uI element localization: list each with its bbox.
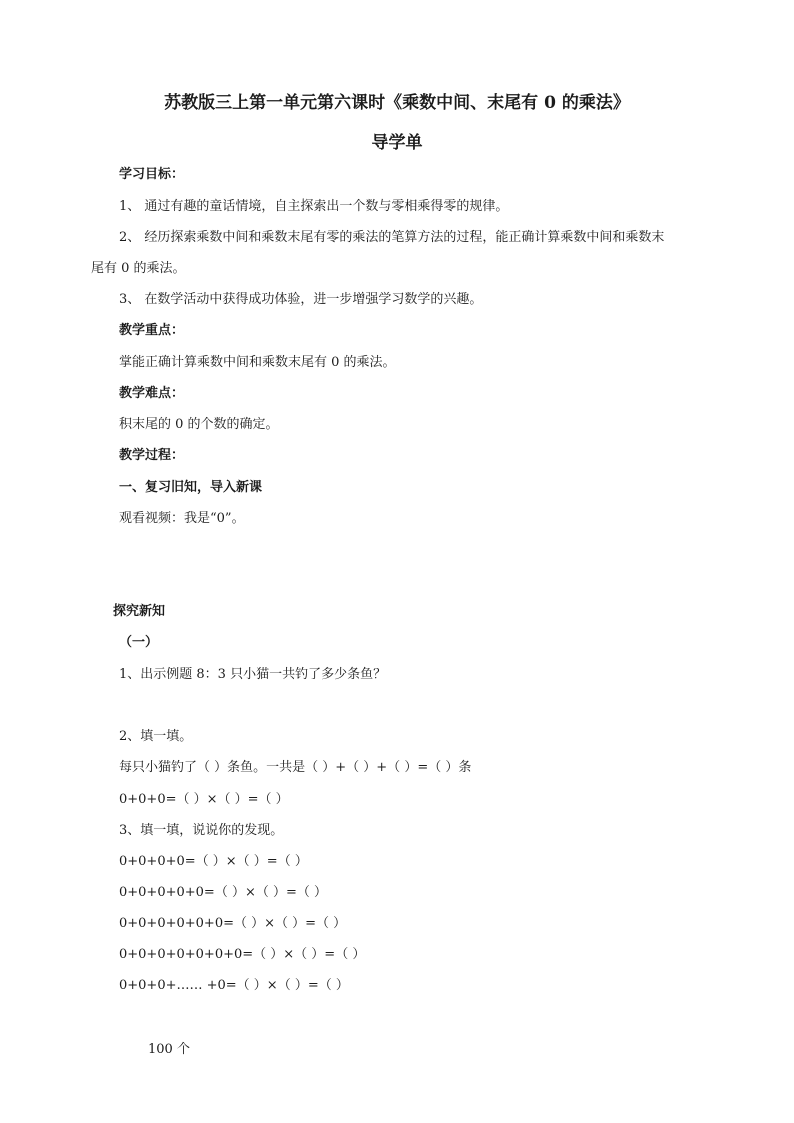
explore-heading: 探究新知	[113, 604, 166, 619]
key-points-heading: 教学重点：	[119, 323, 185, 338]
equation-2: 0+0+0+0+0=（ ）×（ ）=（ ）	[119, 885, 328, 900]
objective-item-2-line-1: 2、 经历探索乘数中间和乘数末尾有零的乘法的笔算方法的过程，能正确计算乘数中间和乘数末	[119, 230, 665, 245]
document-title: 苏教版三上第一单元第六课时《乘数中间、末尾有 0 的乘法》	[164, 93, 630, 113]
question-2: 2、填一填。	[119, 729, 193, 744]
objective-item-3: 3、 在数学活动中获得成功体验，进一步增强学习数学的兴趣。	[119, 292, 483, 307]
section-1-text: 观看视频：我是“0”。	[119, 511, 245, 526]
question-2-line-1: 每只小猫钓了（ ）条鱼。一共是（ ）+（ ）+（ ）=（ ）条	[119, 760, 472, 775]
question-3: 3、填一填，说说你的发现。	[119, 823, 284, 838]
equation-1: 0+0+0+0=（ ）×（ ）=（ ）	[119, 854, 308, 869]
process-heading: 教学过程：	[119, 448, 185, 463]
equation-4: 0+0+0+0+0+0+0=（ ）×（ ）=（ ）	[119, 947, 366, 962]
explore-sub-1: （一）	[119, 635, 159, 650]
count-label: 100 个	[148, 1042, 190, 1057]
difficulties-text: 积末尾的 0 的个数的确定。	[119, 417, 279, 432]
section-1-title: 一、复习旧知，导入新课	[119, 480, 263, 495]
difficulties-heading: 教学难点：	[119, 386, 185, 401]
objectives-heading: 学习目标：	[119, 167, 185, 182]
question-2-line-2: 0+0+0=（ ）×（ ）=（ ）	[119, 792, 289, 807]
objective-item-1: 1、 通过有趣的童话情境，自主探索出一个数与零相乘得零的规律。	[119, 199, 509, 214]
objective-item-2-line-2: 尾有 0 的乘法。	[91, 261, 186, 276]
document-subtitle: 导学单	[371, 133, 423, 153]
equation-3: 0+0+0+0+0+0=（ ）×（ ）=（ ）	[119, 916, 347, 931]
key-points-text: 掌能正确计算乘数中间和乘数末尾有 0 的乘法。	[119, 355, 396, 370]
question-1: 1、出示例题 8：3 只小猫一共钓了多少条鱼？	[119, 667, 387, 682]
equation-5: 0+0+0+…… +0=（ ）×（ ）=（ ）	[119, 978, 349, 993]
